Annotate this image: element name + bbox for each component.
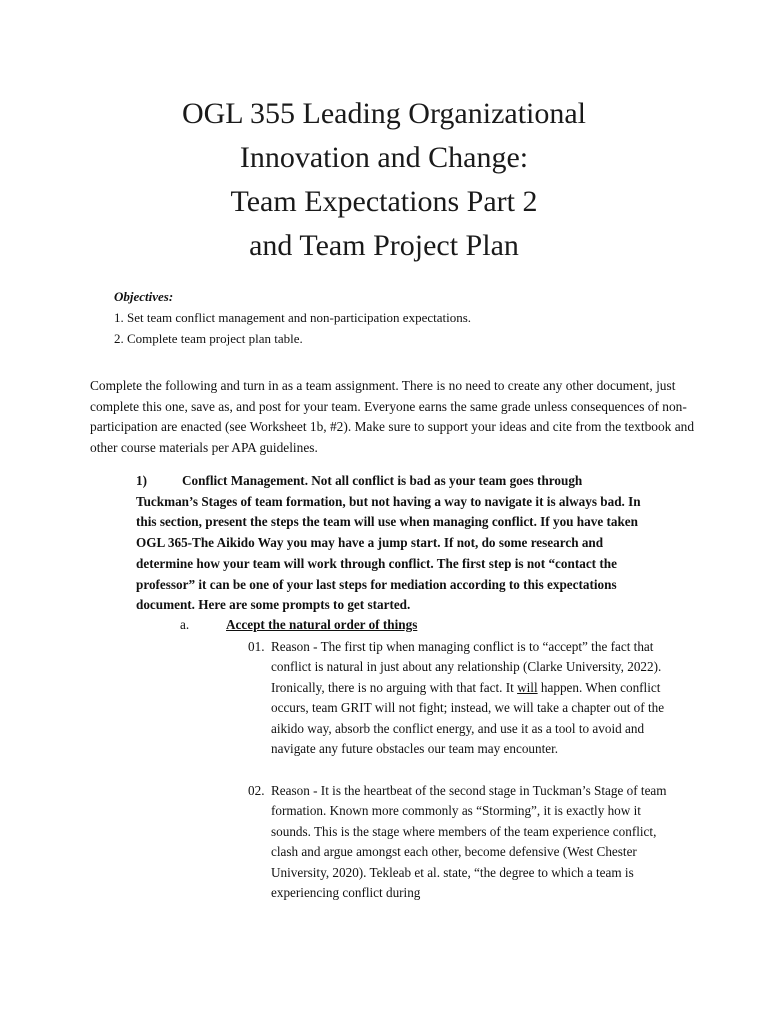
section-text: Conflict Management. Not all conflict is bad as your team goes through Tuckman’s Stages of team formation, but not having a way to navigate it is always bad. In this section, present the steps the team will use when managing conflict. If you have taken OGL 365-The Aikido Way you may have a jump start. If not, do some research and determine how your team will work through conflict. The first step is not “contact the professor” it can be one of your last steps for mediation according to this expectations document. Here are some prompts to get started. [136,473,641,613]
objectives-block [114,286,471,349]
section-number: 1) [136,473,147,488]
reason-text [271,781,668,903]
reason-number: 01. [248,639,265,654]
objective-item-1: 1. Set team conflict management and non-participation expectations. [114,310,472,325]
reason-text-underlined: will [517,679,538,695]
document-title [0,92,768,268]
section-conflict-management [136,471,641,616]
title-line-2: Innovation and Change: [239,141,529,174]
intro-paragraph: Complete the following and turn in as a team assignment. There is no need to create any other document, just complete this one, save as, and post for your team. Everyone earns the same grade unless consequences of non-participation are enacted (see Worksheet 1b, #2). Make sure to support your ideas and cite from the textbook and other course materials per APA guidelines. [90,378,695,455]
reason-number: 02. [248,783,265,798]
reason-text-part: Reason - The first tip when managing conflict is to “accept” the fact that conflict is natural in just about any relationship (Clarke University, 2022). Ironically, there is no arguing with that fact. It [271,639,662,695]
reason-item-1 [248,637,668,759]
title-line-1: OGL 355 Leading Organizational [181,97,587,130]
title-line-3: Team Expectations Part 2 [230,185,538,218]
reason-text-part: happen. When conflict occurs, team GRIT will not fight; instead, we will take a chapter out of the aikido way, absorb the conflict energy, and use it as a tool to avoid and navigate any future obstacles our team may encounter. [271,679,665,757]
subsection-letter: a. [180,617,190,632]
subsection-a [180,615,417,635]
reason-item-2 [248,781,668,903]
subsection-label: Accept the natural order of things [226,617,418,632]
title-line-4: and Team Project Plan [249,229,519,262]
reason-text-part: Reason - It is the heartbeat of the second stage in Tuckman’s Stage of team formation. Known more commonly as “Storming”, it is exactly how it sounds. This is the stage where members of the team experience conflict, clash and argue amongst each other, become defensive (West Chester University, 2020). Tekleab et al. state, “the degree to which a team is experiencing conflict during [271,783,667,901]
objectives-heading: Objectives: [114,289,174,304]
objective-item-2: 2. Complete team project plan table. [114,331,303,346]
reason-text [271,637,668,759]
